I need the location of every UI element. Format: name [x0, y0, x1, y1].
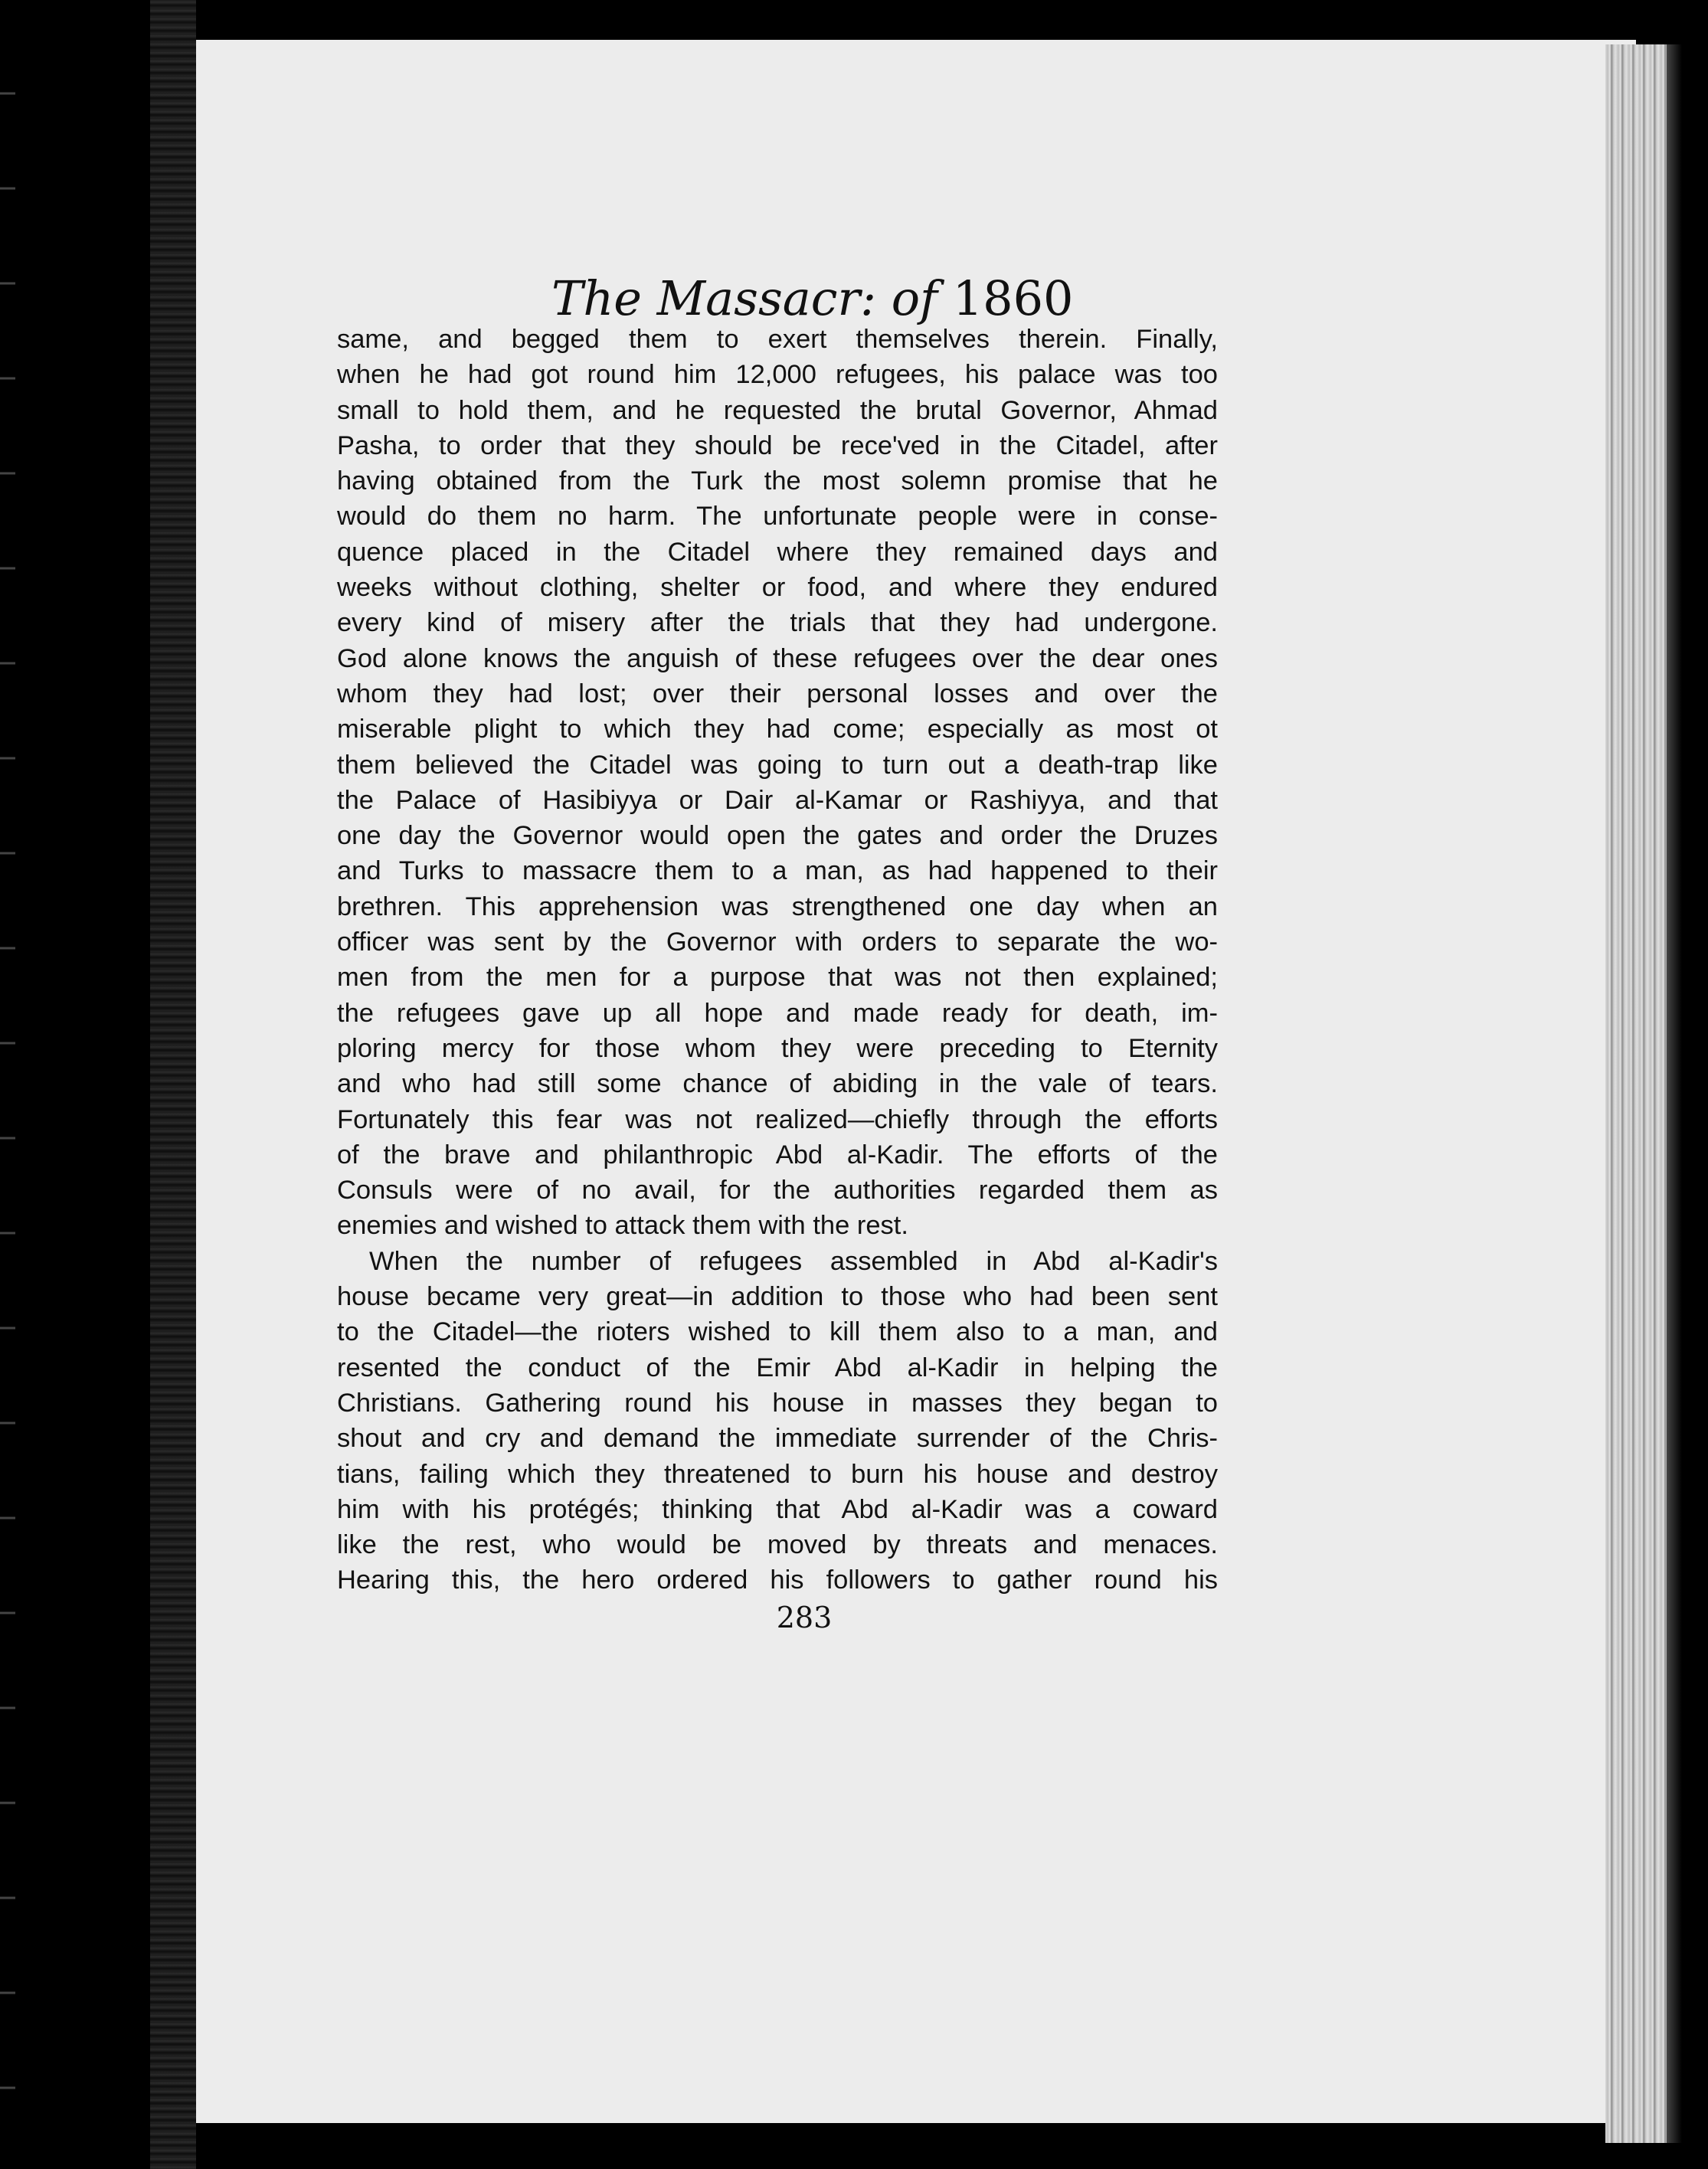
text-line: the Palace of Hasibiyya or Dair al-Kamar or Rashiyya, and that [337, 785, 1218, 815]
text-line: the refugees gave up all hope and made ready for death, im- [337, 998, 1218, 1028]
text-line: him with his protégés; thinking that Abd al-Kadir was a coward [337, 1494, 1218, 1524]
text-line: same, and begged them to exert themselves therein. Finally, [337, 325, 1218, 354]
text-line: Hearing this, the hero ordered his followers to gather round his [337, 1565, 1218, 1595]
text-line: them believed the Citadel was going to turn out a death-trap like [337, 750, 1218, 780]
text-line: shout and cry and demand the immediate surrender of the Chris- [337, 1424, 1218, 1454]
scan-left-margin [0, 0, 15, 2169]
text-line: Fortunately this fear was not realized—chiefly through the efforts [337, 1104, 1218, 1134]
text-line: would do them no harm. The unfortunate people were in conse- [337, 502, 1218, 532]
text-line: and who had still some chance of abiding in the vale of tears. [337, 1069, 1218, 1099]
text-line: ploring mercy for those whom they were preceding to Eternity [337, 1033, 1218, 1063]
text-line: When the number of refugees assembled in Abd al-Kadir's [369, 1246, 1218, 1276]
text-line: quence placed in the Citadel where they remained days and [337, 537, 1218, 567]
body-text [337, 322, 1218, 1598]
paragraph-1 [337, 322, 1218, 1244]
text-line: house became very great—in addition to those who had been sent [337, 1282, 1218, 1312]
page-number: 283 [776, 1601, 833, 1634]
page-edge-shadow [1667, 44, 1682, 2143]
text-line: whom they had lost; over their personal losses and over the [337, 679, 1218, 708]
page-edges [1605, 44, 1667, 2143]
text-line: when he had got round him 12,000 refugees, his palace was too [337, 360, 1218, 390]
text-line: and Turks to massacre them to a man, as had happened to their [337, 856, 1218, 886]
text-line: having obtained from the Turk the most solemn promise that he [337, 466, 1218, 496]
text-line: every kind of misery after the trials that they had undergone. [337, 608, 1218, 638]
text-line: of the brave and philanthropic Abd al-Kadir. The efforts of the [337, 1140, 1218, 1170]
text-line: God alone knows the anguish of these refugees over the dear ones [337, 643, 1218, 673]
text-line: to the Citadel—the rioters wished to kill them also to a man, and [337, 1317, 1218, 1347]
text-line: enemies and wished to attack them with the rest. [337, 1211, 908, 1241]
running-head-year: 1860 [952, 270, 1074, 326]
text-line: small to hold them, and he requested the brutal Governor, Ahmad [337, 395, 1218, 425]
text-line: Christians. Gathering round his house in masses they began to [337, 1388, 1218, 1418]
paragraph-2 [337, 1244, 1218, 1598]
text-line: brethren. This apprehension was strengthened one day when an [337, 891, 1218, 921]
text-line: resented the conduct of the Emir Abd al-Kadir in helping the [337, 1353, 1218, 1382]
book-spine-gutter [150, 0, 196, 2169]
text-line: weeks without clothing, shelter or food, and where they endured [337, 573, 1218, 603]
text-line: tians, failing which they threatened to burn his house and destroy [337, 1459, 1218, 1489]
text-line: men from the men for a purpose that was not then explained; [337, 963, 1218, 993]
running-head-title: The Massacr: of [551, 270, 937, 326]
text-line: Consuls were of no avail, for the authorities regarded them as [337, 1176, 1218, 1206]
text-line: miserable plight to which they had come; especially as most ot [337, 715, 1218, 744]
text-line: like the rest, who would be moved by threats and menaces. [337, 1530, 1218, 1560]
text-line: Pasha, to order that they should be rece'ved in the Citadel, after [337, 430, 1218, 460]
text-line: one day the Governor would open the gates and order the Druzes [337, 821, 1218, 851]
text-line: officer was sent by the Governor with orders to separate the wo- [337, 927, 1218, 957]
